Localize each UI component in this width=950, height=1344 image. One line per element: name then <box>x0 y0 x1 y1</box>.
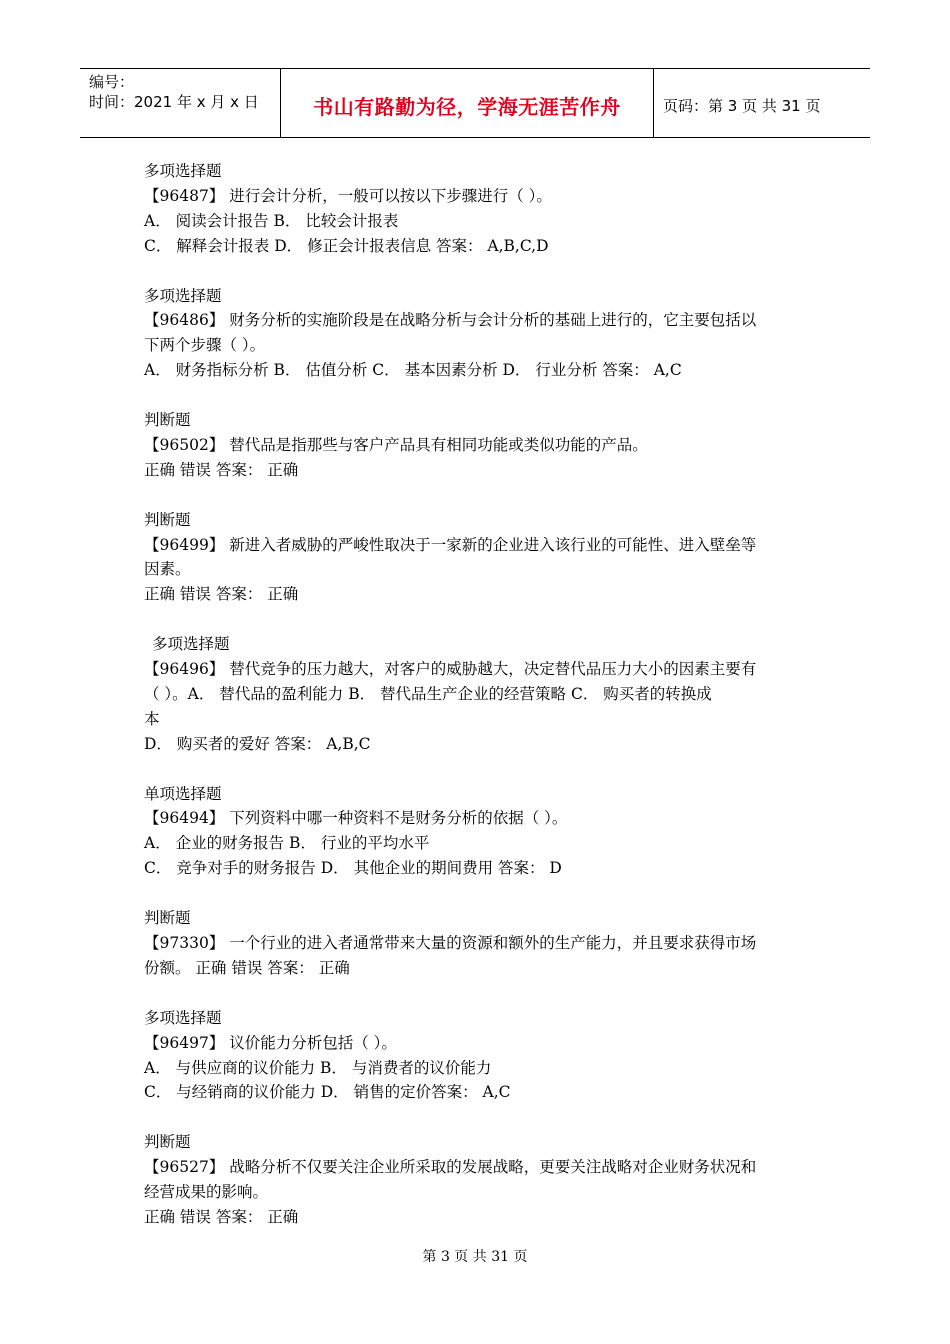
question-block <box>144 159 814 259</box>
question-line: 下两个步骤（ ）。 <box>144 336 266 355</box>
question-type: 判断题 <box>144 1133 191 1152</box>
question-type: 多项选择题 <box>144 1008 222 1027</box>
footer-page-number: 第 3 页 共 31 页 <box>422 1249 528 1265</box>
question-block <box>144 632 814 757</box>
question-type: 单项选择题 <box>144 784 222 803</box>
question-line: A． 与供应商的议价能力 B． 与消费者的议价能力 <box>144 1058 492 1077</box>
question-line: 【96502】 替代品是指那些与客户产品具有相同功能或类似功能的产品。 <box>144 435 648 454</box>
page-footer <box>0 1246 950 1266</box>
question-type: 多项选择题 <box>152 635 230 654</box>
question-block <box>144 906 814 981</box>
question-line: C． 与经销商的议价能力 D． 销售的定价答案： A,C <box>144 1083 511 1102</box>
question-type: 判断题 <box>144 909 191 928</box>
question-line: D． 购买者的爱好 答案： A,B,C <box>144 734 371 753</box>
question-line: 本 <box>144 709 160 728</box>
question-block <box>144 508 814 608</box>
question-line: 经营成果的影响。 <box>144 1183 269 1202</box>
question-line: （ ）。A． 替代品的盈利能力 B． 替代品生产企业的经营策略 C． 购买者的转换成 <box>144 684 712 703</box>
question-line: 【97330】 一个行业的进入者通常带来大量的资源和额外的生产能力，并且要求获得市场 <box>144 934 757 952</box>
question-line: 【96486】 财务分析的实施阶段是在战略分析与会计分析的基础上进行的，它主要包括以 <box>144 311 757 330</box>
question-type: 判断题 <box>144 411 191 430</box>
question-line: C． 竞争对手的财务报告 D． 其他企业的期间费用 答案： D <box>144 859 562 878</box>
question-block <box>144 284 814 384</box>
question-line: 正确 错误 答案： 正确 <box>144 460 299 479</box>
question-block <box>144 782 814 882</box>
question-line: 正确 错误 答案： 正确 <box>144 585 299 604</box>
question-line: 【96497】 议价能力分析包括（ ）。 <box>144 1033 397 1052</box>
question-line: 【96494】 下列资料中哪一种资料不是财务分析的依据（ ）。 <box>144 809 568 828</box>
question-line: 因素。 <box>144 560 191 579</box>
question-list <box>144 159 814 1255</box>
question-line: A． 财务指标分析 B． 估值分析 C． 基本因素分析 D． 行业分析 答案： A,C <box>144 361 682 380</box>
question-line: 【96499】 新进入者威胁的严峻性取决于一家新的企业进入该行业的可能性、进入壁垒等 <box>144 535 757 554</box>
header-motto: 书山有路勤为径，学海无涯苦作舟 <box>313 94 621 119</box>
question-line: 正确 错误 答案： 正确 <box>144 1207 299 1226</box>
header-page-label: 页码：第 3 页 共 31 页 <box>663 96 821 115</box>
question-type: 多项选择题 <box>144 162 222 180</box>
question-line: 【96496】 替代竞争的压力越大，对客户的威胁越大，决定替代品压力大小的因素主要有 <box>144 660 757 679</box>
question-line: 【96527】 战略分析不仅要关注企业所采取的发展战略，更要关注战略对企业财务状况和 <box>144 1158 757 1177</box>
document-header <box>80 68 870 138</box>
question-block <box>144 1130 814 1230</box>
question-line: 份额。 正确 错误 答案： 正确 <box>144 958 350 977</box>
question-line: 【96487】 进行会计分析，一般可以按以下步骤进行（ ）。 <box>144 186 552 205</box>
question-block <box>144 1006 814 1106</box>
header-number-label: 编号： <box>89 73 135 91</box>
header-info-cell <box>80 69 281 137</box>
header-time-label: 时间：2021 年 x 月 x 日 <box>89 93 259 111</box>
question-block <box>144 408 814 483</box>
question-type: 多项选择题 <box>144 286 222 305</box>
question-type: 判断题 <box>144 510 191 529</box>
question-line: C． 解释会计报表 D． 修正会计报表信息 答案： A,B,C,D <box>144 236 549 255</box>
question-line: A． 企业的财务报告 B． 行业的平均水平 <box>144 834 430 853</box>
header-motto-cell <box>281 69 654 137</box>
question-line: A． 阅读会计报告 B． 比较会计报表 <box>144 211 399 230</box>
header-page-cell <box>654 69 870 137</box>
